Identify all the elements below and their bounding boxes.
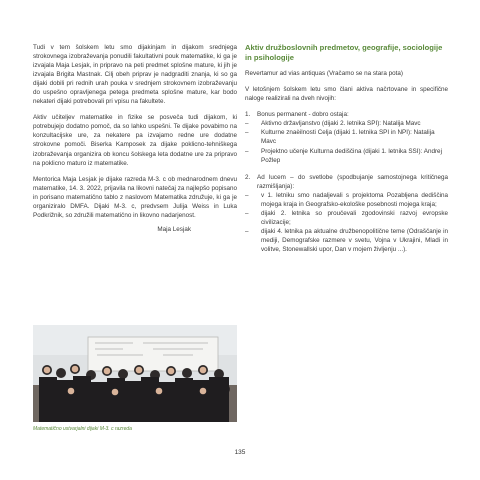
- paragraph-competition: Mentorica Maja Lesjak je dijake razreda M-3. c ob mednarodnem dnevu matematike, 14. 3. 2022, prijavila na likovni natečaj za najlepšo popisano in porisano matematično tablo z naslovom Matematika združuje, ki ga je organiziralo DMFA. Dijaki M-3. c, predvsem Julija Weiss in Luka Podkrižnik, so združili matematično in likovno nadarjenost.: [33, 175, 237, 219]
- list-item-number: 1.: [245, 111, 251, 119]
- sub-list-item: [245, 147, 448, 165]
- dash-bullet: –: [245, 191, 249, 199]
- list-item: [245, 173, 448, 191]
- sub-item-text: v 1. letniku smo nadaljevali s projektoma Pozabljena dediščina mojega kraja in Geografsko-ekološke posebnosti mojega kraja;: [261, 191, 448, 208]
- sub-list-item: [245, 191, 448, 209]
- activity-list: [245, 110, 448, 254]
- dash-bullet: –: [245, 129, 249, 137]
- paragraph-support: Aktiv učiteljev matematike in fizike se posveča tudi dijakom, ki potrebujejo dodatno pomoč, da so lahko uspešni. Te dijake povabimo na konzultacijske ure, za nekatere pa izvajamo redne ure dodatne strokovne pomoči. Biserka Kamposek za dijake poklicno-tehniškega izobraževanja organizira ob koncu šolskega leta dodatne ure za pripravo na poklicno maturo iz matematike.: [33, 114, 237, 167]
- dash-bullet: –: [245, 120, 249, 128]
- section-heading: Aktiv družboslovnih predmetov, geografije, sociologije in psihologije: [245, 43, 443, 62]
- paragraph-mathematics-lessons: Tudi v tem šolskem letu smo dijakinjam in dijakom srednjega strokovnega izobraževanja ponudili fakultativni pouk matematike, ki ga je izvajala Maja Lesjak, in pripravo na peti predmet splošne mature, ki jih je izvajala Brigita Mastnak. Cilj obeh priprav je nadgraditi znanja, ki so ga dijaki dobili pri rednih urah pouka v srednjem strokovnem izobraževanju do uspešno opravljenega petega predmeta splošne mature, kar bodo nekateri dijaki potrebovali pri vpisu na fakultete.: [33, 44, 237, 106]
- class-photo-illustration: [33, 325, 237, 422]
- sub-item-text: dijaki 2. letnika so proučevali zgodovinski razvoj evropske civilizacije;: [261, 209, 448, 226]
- sub-list-item: [245, 209, 448, 227]
- list-item-title: Bonus permanent - dobro ostaja:: [257, 111, 349, 119]
- dash-bullet: –: [245, 209, 249, 217]
- list-item: [245, 110, 448, 119]
- sub-list-item: [245, 227, 448, 254]
- intro-paragraph: V letošnjem šolskem letu smo člani aktiva načrtovane in specifične naloge realizirali na dveh nivojih:: [245, 86, 448, 103]
- list-item-title: Ad lucem – do svetlobe (spodbujanje samostojnega kritičnega razmišljanja):: [257, 173, 448, 190]
- sub-list-item: [245, 128, 448, 146]
- list-item-number: 2.: [245, 173, 251, 181]
- sub-item-text: Kulturne znaèilnosti Celja (dijaki 1. letnika SPI in NPI): Natalija Mavc: [261, 129, 435, 146]
- motto: Revertamur ad vias antiquas (Vračamo se na stara pota): [245, 70, 403, 78]
- left-column: [33, 43, 237, 239]
- sub-item-text: Aktivno državljanstvo (dijaki 2. letnika SPI): Natalija Mavc: [261, 120, 421, 128]
- dash-bullet: –: [245, 147, 249, 155]
- sub-item-text: dijaki 4. letnika pa aktualne družbenopolitične teme (Odraščanje in mediji, Demografske razmere v svetu, Vojna v Ukrajini, Mladi in volitve, Stonewallski upor, Dan v mojem življenju ...).: [261, 227, 448, 253]
- right-column: [245, 43, 448, 254]
- signature: Maja Lesjak: [157, 225, 191, 233]
- photo-caption: Matematično ustvarjalni dijaki M-3. c razreda: [33, 426, 132, 432]
- sub-list-item: [245, 119, 448, 128]
- class-photo: [33, 325, 237, 422]
- dash-bullet: –: [245, 227, 249, 235]
- sub-item-text: Projektno učenje Kulturna dediščina (dijaki 1. letnika SSI): Andrej Požlep: [261, 147, 442, 164]
- page-number: 135: [234, 449, 246, 456]
